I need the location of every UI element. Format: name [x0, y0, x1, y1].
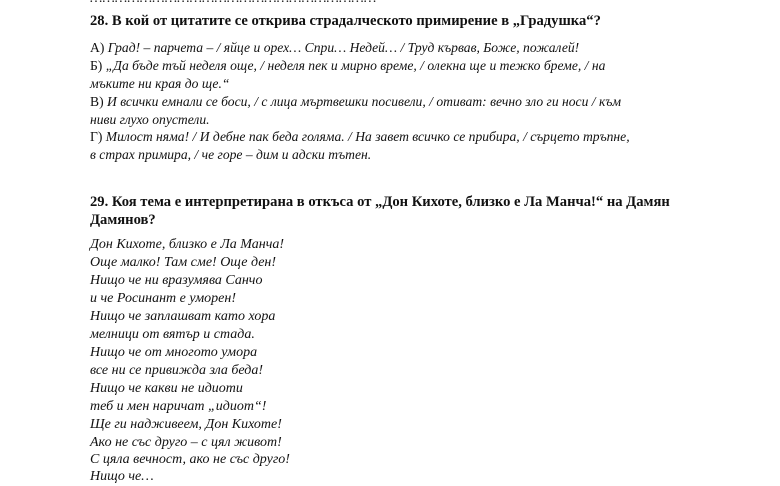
option-text: Милост няма! / И дебне пак беда голяма. / На завет всичко се прибира, / сърцето тръпне,	[105, 129, 630, 144]
question-28-title: 28. В кой от цитатите се открива страдалческото примирение в „Градушка“?	[90, 13, 601, 29]
poem-line: Нищо че ни вразумява Санчо	[90, 273, 263, 288]
poem-line: Ще ги надживеем, Дон Кихоте!	[90, 417, 282, 432]
poem-line: все ни се привижда зла беда!	[90, 363, 264, 378]
option-label: Г)	[90, 129, 103, 144]
poem-line: теб и мен наричат „идиот“!	[90, 399, 267, 414]
poem-line: Нищо че какви не идиоти	[90, 381, 243, 396]
question-28-option-d-continued: в страх примира, / че горе – дим и адски тътен.	[90, 147, 372, 162]
poem-line: Ако не със друго – с цял живот!	[90, 435, 282, 450]
question-28-option-c-continued: ниви глухо опустели.	[90, 112, 210, 127]
option-text: И всички емнали се боси, / с лица мъртвешки посивели, / отиват: вечно зло ги носи / към	[107, 94, 622, 109]
option-label: В)	[90, 94, 104, 109]
question-28-option-a	[90, 39, 579, 57]
poem-line: Дон Кихоте, близко е Ла Манча!	[90, 237, 285, 252]
question-29-title-continued: Дамянов?	[90, 212, 156, 228]
poem-line: Нищо че от многото умора	[90, 345, 258, 360]
question-28-option-b-continued: мъките ни края до ще.“	[90, 76, 230, 91]
option-text: „Да бъде тъй неделя още, / неделя пек и мирно време, / олекна ще и тежко бреме, / на	[105, 58, 606, 73]
poem-line: Още малко! Там сме! Още ден!	[90, 255, 277, 270]
question-28-option-c	[90, 93, 621, 111]
poem-line: С цяла вечност, ако не със друго!	[90, 452, 290, 467]
poem-line: мелници от вятър и стада.	[90, 327, 255, 342]
option-text: Град! – парчета – / яйце и орех… Спри… Недей… / Труд кървав, Боже, пожалей!	[107, 40, 580, 55]
question-28-option-b	[90, 57, 605, 75]
cut-off-previous-text	[90, 0, 376, 7]
option-label: А)	[90, 40, 105, 55]
poem-line: и че Росинант е уморен!	[90, 291, 236, 306]
poem-line: Нищо че заплашват като хора	[90, 309, 276, 324]
question-28-option-d	[90, 128, 630, 146]
poem-line: Нищо че…	[90, 469, 154, 484]
option-label: Б)	[90, 58, 103, 73]
question-29-title: 29. Коя тема е интерпретирана в откъса от „Дон Кихоте, близко е Ла Манча!“ на Дамян	[90, 194, 670, 210]
